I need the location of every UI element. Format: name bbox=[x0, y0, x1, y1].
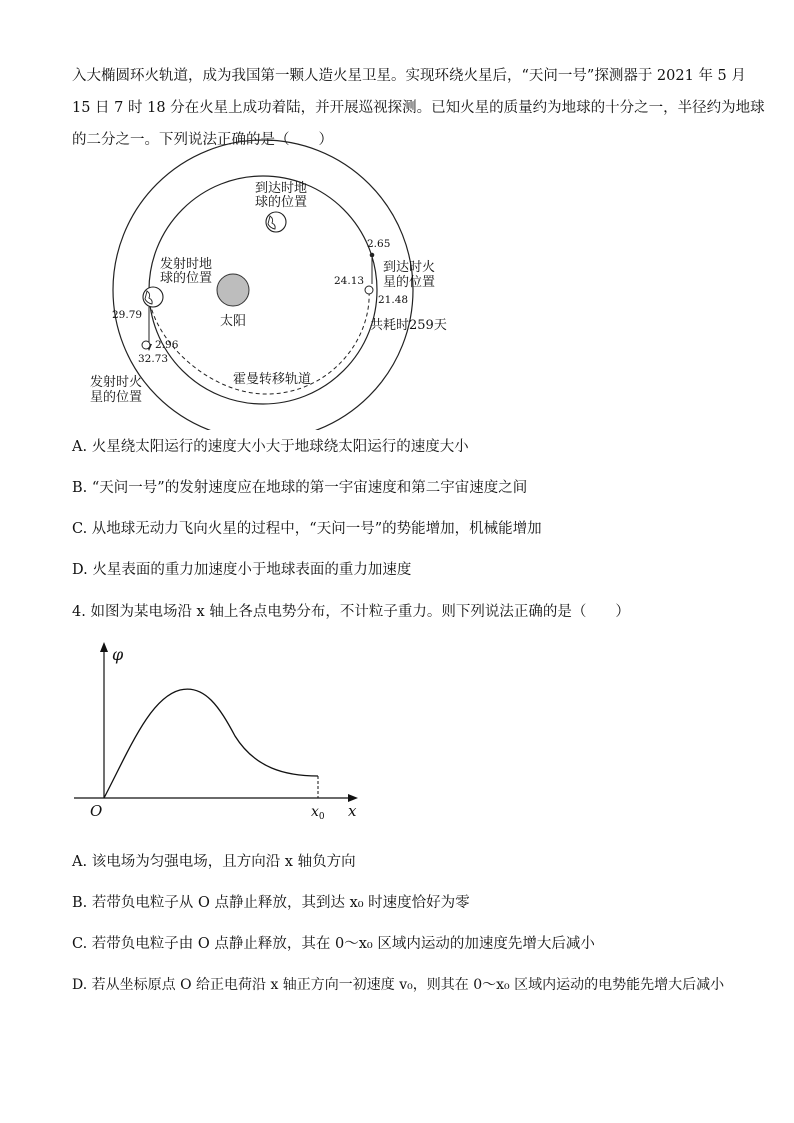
mars-arrive-label-1: 到达时火 bbox=[383, 260, 436, 275]
x-label: x bbox=[348, 802, 357, 820]
x0-label: $x_0$ bbox=[311, 804, 325, 822]
q4-option-c: C. 若带负电粒子由 O 点静止释放，其在 0～x₀ 区域内运动的加速度先增大后减小 bbox=[72, 936, 595, 952]
v-21-48-label: 21.48 bbox=[378, 294, 409, 306]
earth-launch-label-2: 球的位置 bbox=[160, 271, 213, 286]
v-2-65-label: 2.65 bbox=[367, 238, 391, 250]
total-time-label: 共耗时259天 bbox=[370, 318, 447, 333]
potential-curve bbox=[104, 689, 318, 798]
q3-option-b: B. “天问一号”的发射速度应在地球的第一宇宙速度和第二宇宙速度之间 bbox=[72, 480, 528, 496]
earth-arrive-label-1: 到达时地 bbox=[255, 181, 308, 196]
v-24-13-label: 24.13 bbox=[334, 275, 365, 287]
v-32-73-label: 32.73 bbox=[138, 353, 169, 365]
potential-graph bbox=[60, 638, 380, 828]
sun-icon bbox=[217, 274, 249, 306]
q3-option-d: D. 火星表面的重力加速度小于地球表面的重力加速度 bbox=[72, 562, 412, 578]
q3-intro-line-1: 入大椭圆环火轨道，成为我国第一颗人造火星卫星。实现环绕火星后，“天问一号”探测器于 2021 年 5 月 bbox=[72, 68, 746, 84]
orbit-diagram bbox=[0, 0, 794, 430]
mars-launch-icon bbox=[142, 341, 150, 349]
v-29-79-label: 29.79 bbox=[112, 309, 143, 321]
q3-intro-line-3: 的二分之一。下列说法正确的是（ ） bbox=[72, 132, 333, 148]
hohmann-label: 霍曼转移轨道 bbox=[233, 372, 312, 387]
q4-option-a: A. 该电场为匀强电场，且方向沿 x 轴负方向 bbox=[72, 854, 356, 870]
sun-label: 太阳 bbox=[220, 314, 247, 329]
origin-label: O bbox=[90, 802, 103, 820]
q3-option-c: C. 从地球无动力飞向火星的过程中，“天问一号”的势能增加，机械能增加 bbox=[72, 521, 542, 537]
mars-launch-label-2: 星的位置 bbox=[90, 390, 143, 405]
q4-option-b: B. 若带负电粒子从 O 点静止释放，其到达 x₀ 时速度恰好为零 bbox=[72, 895, 470, 911]
earth-launch-label-1: 发射时地 bbox=[160, 257, 213, 272]
earth-arrive-label-2: 球的位置 bbox=[255, 195, 308, 210]
phi-label: φ bbox=[112, 645, 124, 664]
q4-option-d: D. 若从坐标原点 O 给正电荷沿 x 轴正方向一初速度 v₀，则其在 0～x₀ 区域内运动的电势能先增大后减小 bbox=[72, 977, 725, 993]
v-2-96-label: 2.96 bbox=[155, 339, 179, 351]
q3-option-a: A. 火星绕太阳运行的速度大小大于地球绕太阳运行的速度大小 bbox=[72, 439, 469, 455]
q4-stem: 4. 如图为某电场沿 x 轴上各点电势分布，不计粒子重力。则下列说法正确的是（ ） bbox=[72, 604, 630, 620]
mars-arrive-icon bbox=[365, 286, 373, 294]
q3-intro-line-2: 15 日 7 时 18 分在火星上成功着陆，并开展巡视探测。已知火星的质量约为地球的十分之一，半径约为地球 bbox=[72, 100, 765, 116]
earth-orbit bbox=[149, 176, 377, 404]
mars-arrive-label-2: 星的位置 bbox=[383, 275, 436, 290]
mars-launch-label-1: 发射时火 bbox=[90, 375, 143, 390]
